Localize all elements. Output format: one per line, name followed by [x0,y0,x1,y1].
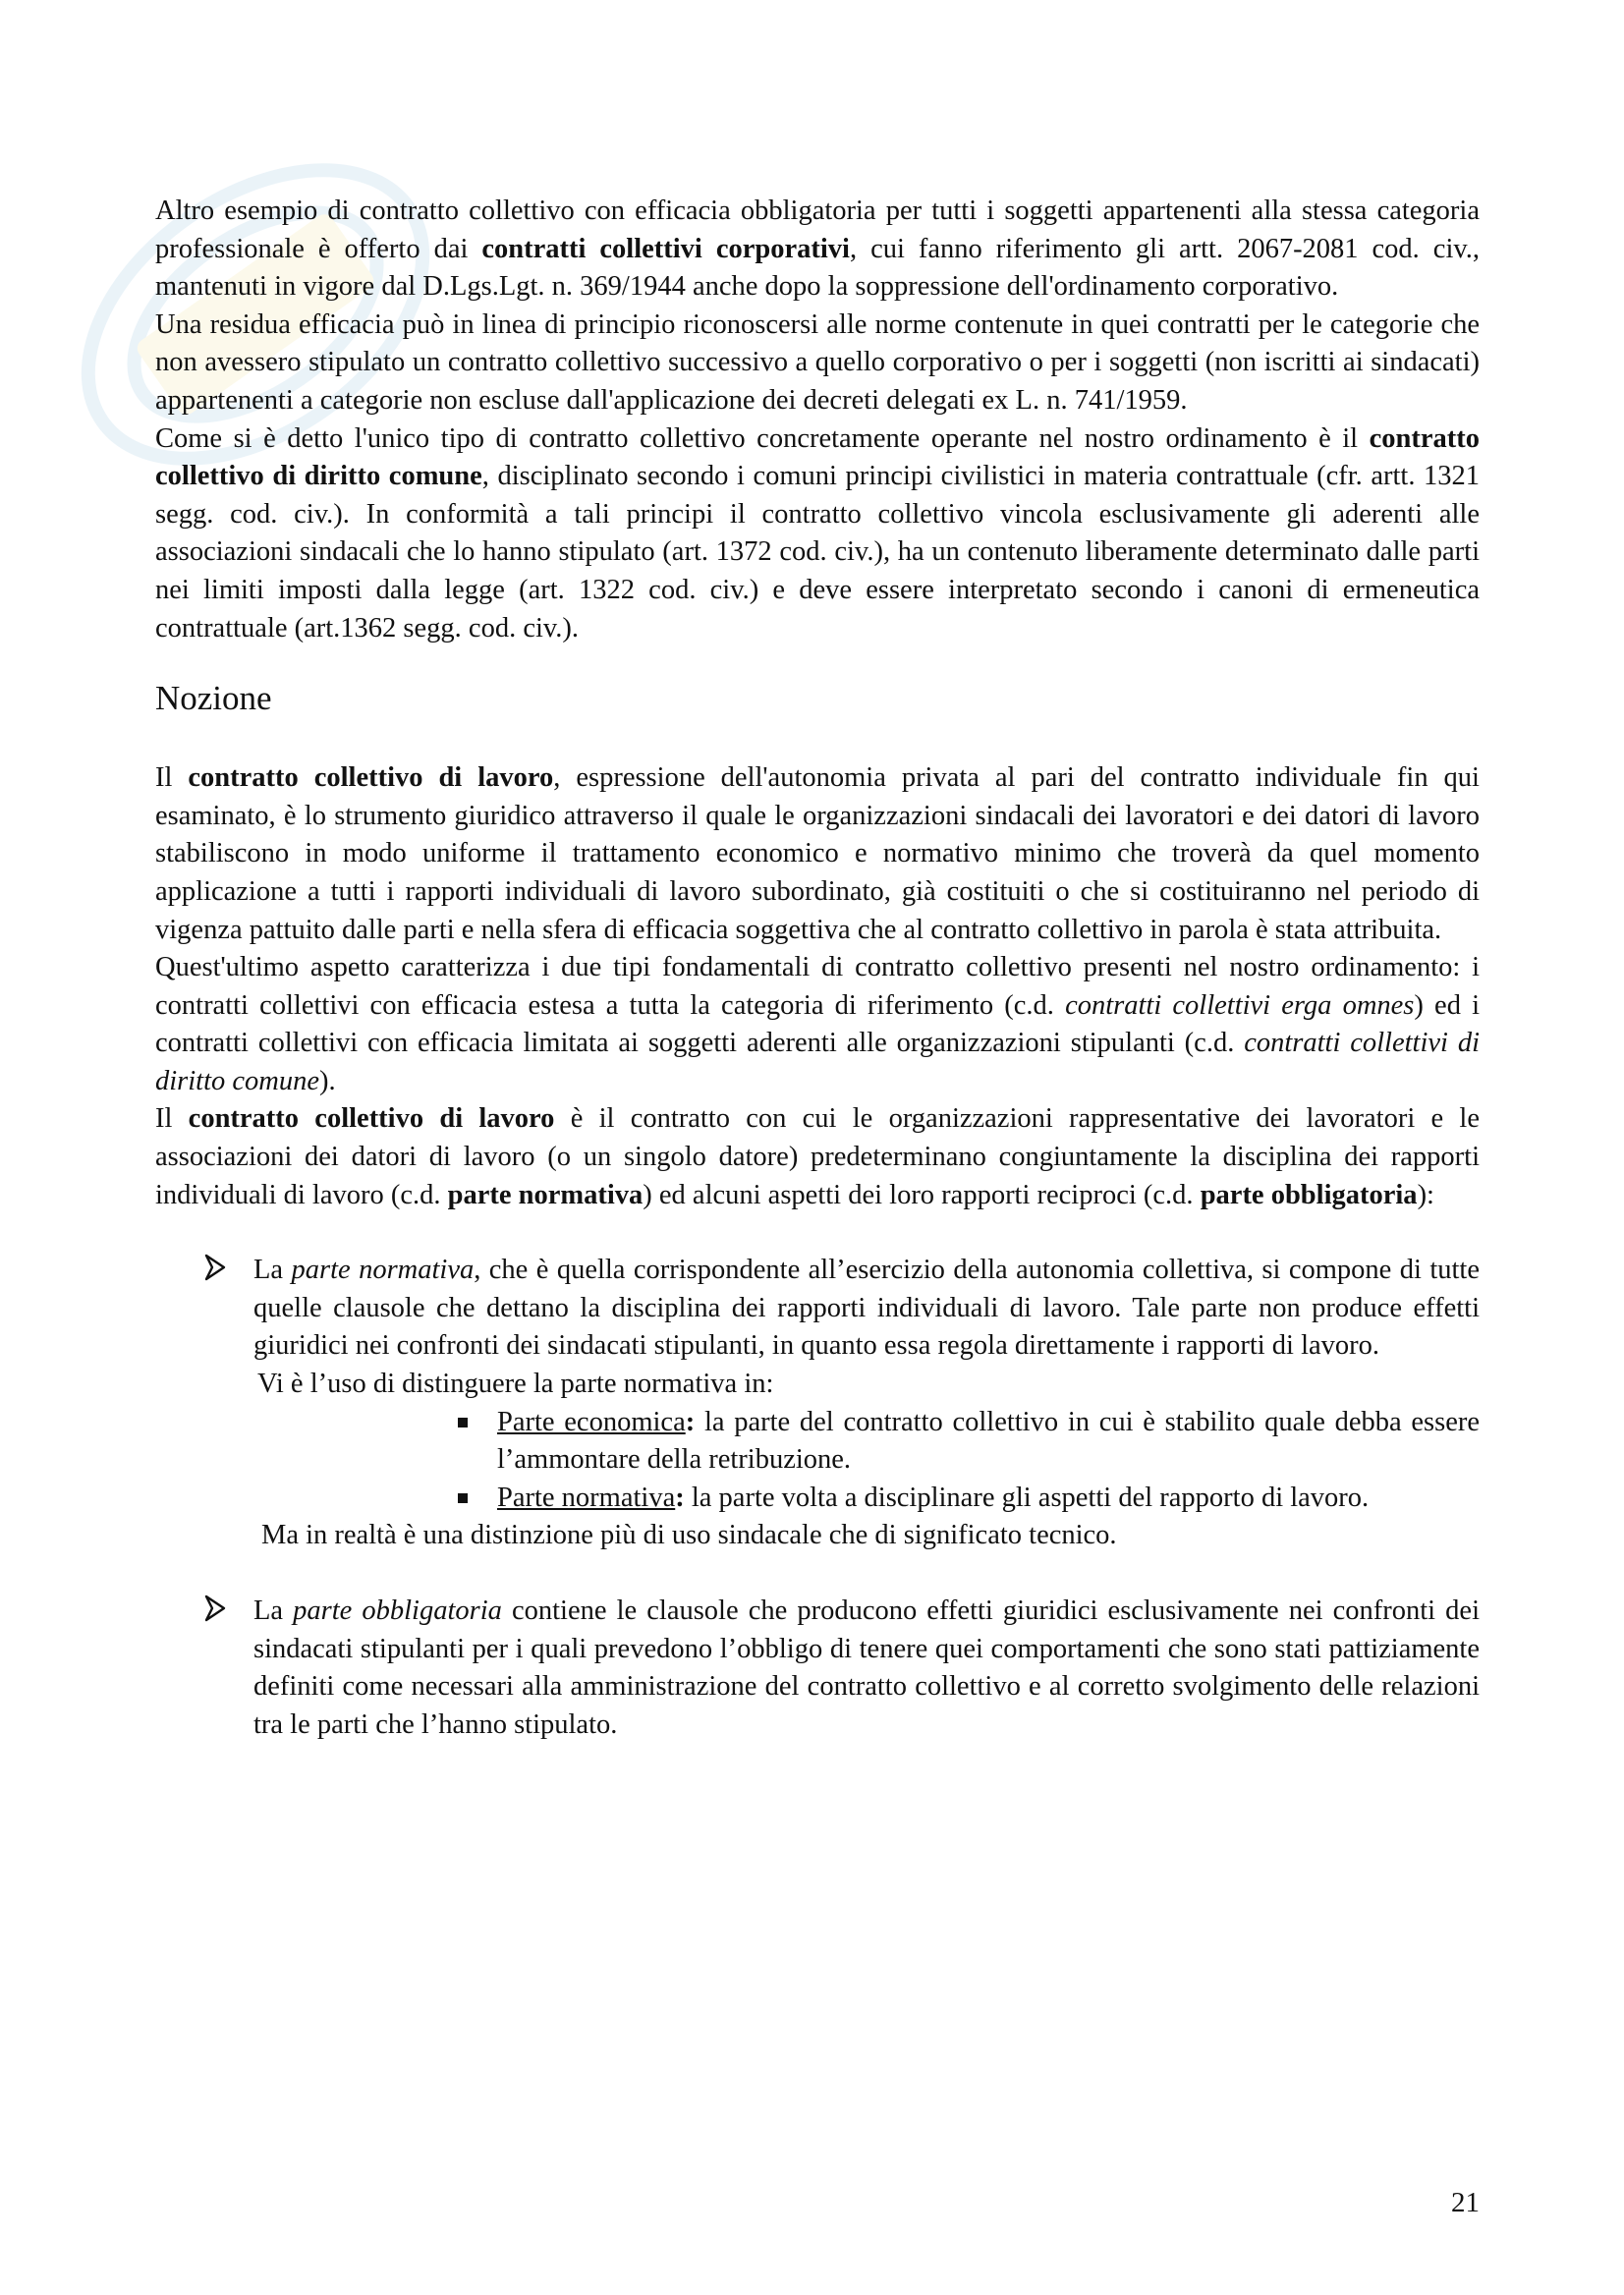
paragraph-residua-efficacia: Una residua efficacia può in linea di principio riconoscersi alle norme contenute in quei contratti per le categorie che non avessero stipulato un contratto collettivo successivo a quello corporativo o per i soggetti (non iscritti ai sindacati) appartenenti a categorie non escluse dall'applicazione dei decreti delegati ex L. n. 741/1959. [155,308,1480,416]
paragraph-parti-contratto: Il contratto collettivo di lavoro è il contratto con cui le organizzazioni rappresentative dei lavoratori e le associazioni dei datori di lavoro (o un singolo datore) predeterminano congiuntamente la disciplina dei rapporti individuali di lavoro (c.d. parte normativa) ed alcuni aspetti dei loro rapporti reciproci (c.d. parte obbligatoria): [155,1103,1480,1210]
sub-item-parte-normativa: Parte normativa: la parte volta a disciplinare gli aspetti del rapporto di lavoro. [454,1480,1480,1518]
paragraph-definizione: Il contratto collettivo di lavoro, espressione dell'autonomia privata al pari del contratto individuale fin qui esaminato, è lo strumento giuridico attraverso il quale le organizzazioni sindacali dei lavoratori e dei datori di lavoro stabiliscono in modo uniforme il trattamento economico e normativo minimo che troverà da quel momento applicazione a tutti i rapporti individuali di lavoro subordinato, già costituiti o che si costituiranno nel periodo di vigenza pattuito dalle parti e nella sfera di efficacia soggettiva che al contratto collettivo in parola è stata attribuita. [155,762,1480,945]
sub-item-parte-economica: Parte economica: la parte del contratto collettivo in cui è stabilito quale debba essere l’ammontare della retribuzione. [454,1404,1480,1480]
sub-list [454,1404,1480,1518]
square-bullet-icon [458,1493,468,1503]
page-number: 21 [1451,2187,1480,2218]
bullet-text: La parte normativa, che è quella corrispondente all’esercizio della autonomia collettiva, si compone di tutte quelle clausole che dettano la disciplina dei rapporti individuali di lavoro. Tale parte non produce effetti giuridici nei confronti dei sindacati stipulanti, in quanto essa regola direttamente i rapporti di lavoro. [253,1255,1480,1362]
bullet-parte-obbligatoria [155,1593,1480,1744]
paragraph-corporativi: Altro esempio di contratto collettivo con efficacia obbligatoria per tutti i soggetti appartenenti alla stessa categoria professionale è offerto dai contratti collettivi corporativi, cui fanno riferimento gli artt. 2067-2081 cod. civ., mantenuti in vigore dal D.Lgs.Lgt. n. 369/1944 anche dopo la soppressione dell'ordinamento corporativo. [155,196,1481,303]
square-bullet-icon [458,1418,468,1427]
paragraph-tipi-contratto: Quest'ultimo aspetto caratterizza i due tipi fondamentali di contratto collettivo presenti nel nostro ordinamento: i contratti collettivi con efficacia estesa a tutta la categoria di riferimento (c.d. contratti collettivi erga omnes) ed i contratti collettivi con efficacia limitata ai soggetti aderenti alle organizzazioni stipulanti (c.d. contratti collettivi di diritto comune). [155,952,1481,1096]
paragraph-diritto-comune: Come si è detto l'unico tipo di contratto collettivo concretamente operante nel nostro ordinamento è il contratto collettivo di diritto comune, disciplinato secondo i comuni principi civilistici in materia contrattuale (cfr. artt. 1321 segg. cod. civ.). In conformità a tali principi il contratto collettivo vincola esclusivamente gli aderenti alle associazioni sindacali che lo hanno stipulato (art. 1372 cod. civ.), ha un contenuto liberamente determinato dalle parti nei limiti imposti dalla legge (art. 1322 cod. civ.) e deve essere interpretato secondo i canoni di ermeneutica contrattuale (art.1362 segg. cod. civ.). [155,422,1480,644]
section-heading: Nozione [155,679,272,718]
document-body [155,193,1480,1744]
bullet-tail: Ma in realtà è una distinzione più di uso sindacale che di significato tecnico. [261,1520,1117,1551]
arrow-bullet-icon [204,1595,226,1622]
bullet-parte-normativa [155,1252,1480,1555]
arrow-bullet-icon [204,1254,226,1281]
bullet-text: La parte obbligatoria contiene le clausole che producono effetti giuridici esclusivamente nei confronti dei sindacati stipulanti per i quali prevedono l’obbligo di tenere quei comportamenti che sono stati pattiziamente definiti come necessari alla amministrazione del contratto collettivo e al corretto svolgimento delle relazioni tra le parti che l’hanno stipulato. [253,1595,1480,1740]
bullet-intro: Vi è l’uso di distinguere la parte normativa in: [257,1369,774,1400]
